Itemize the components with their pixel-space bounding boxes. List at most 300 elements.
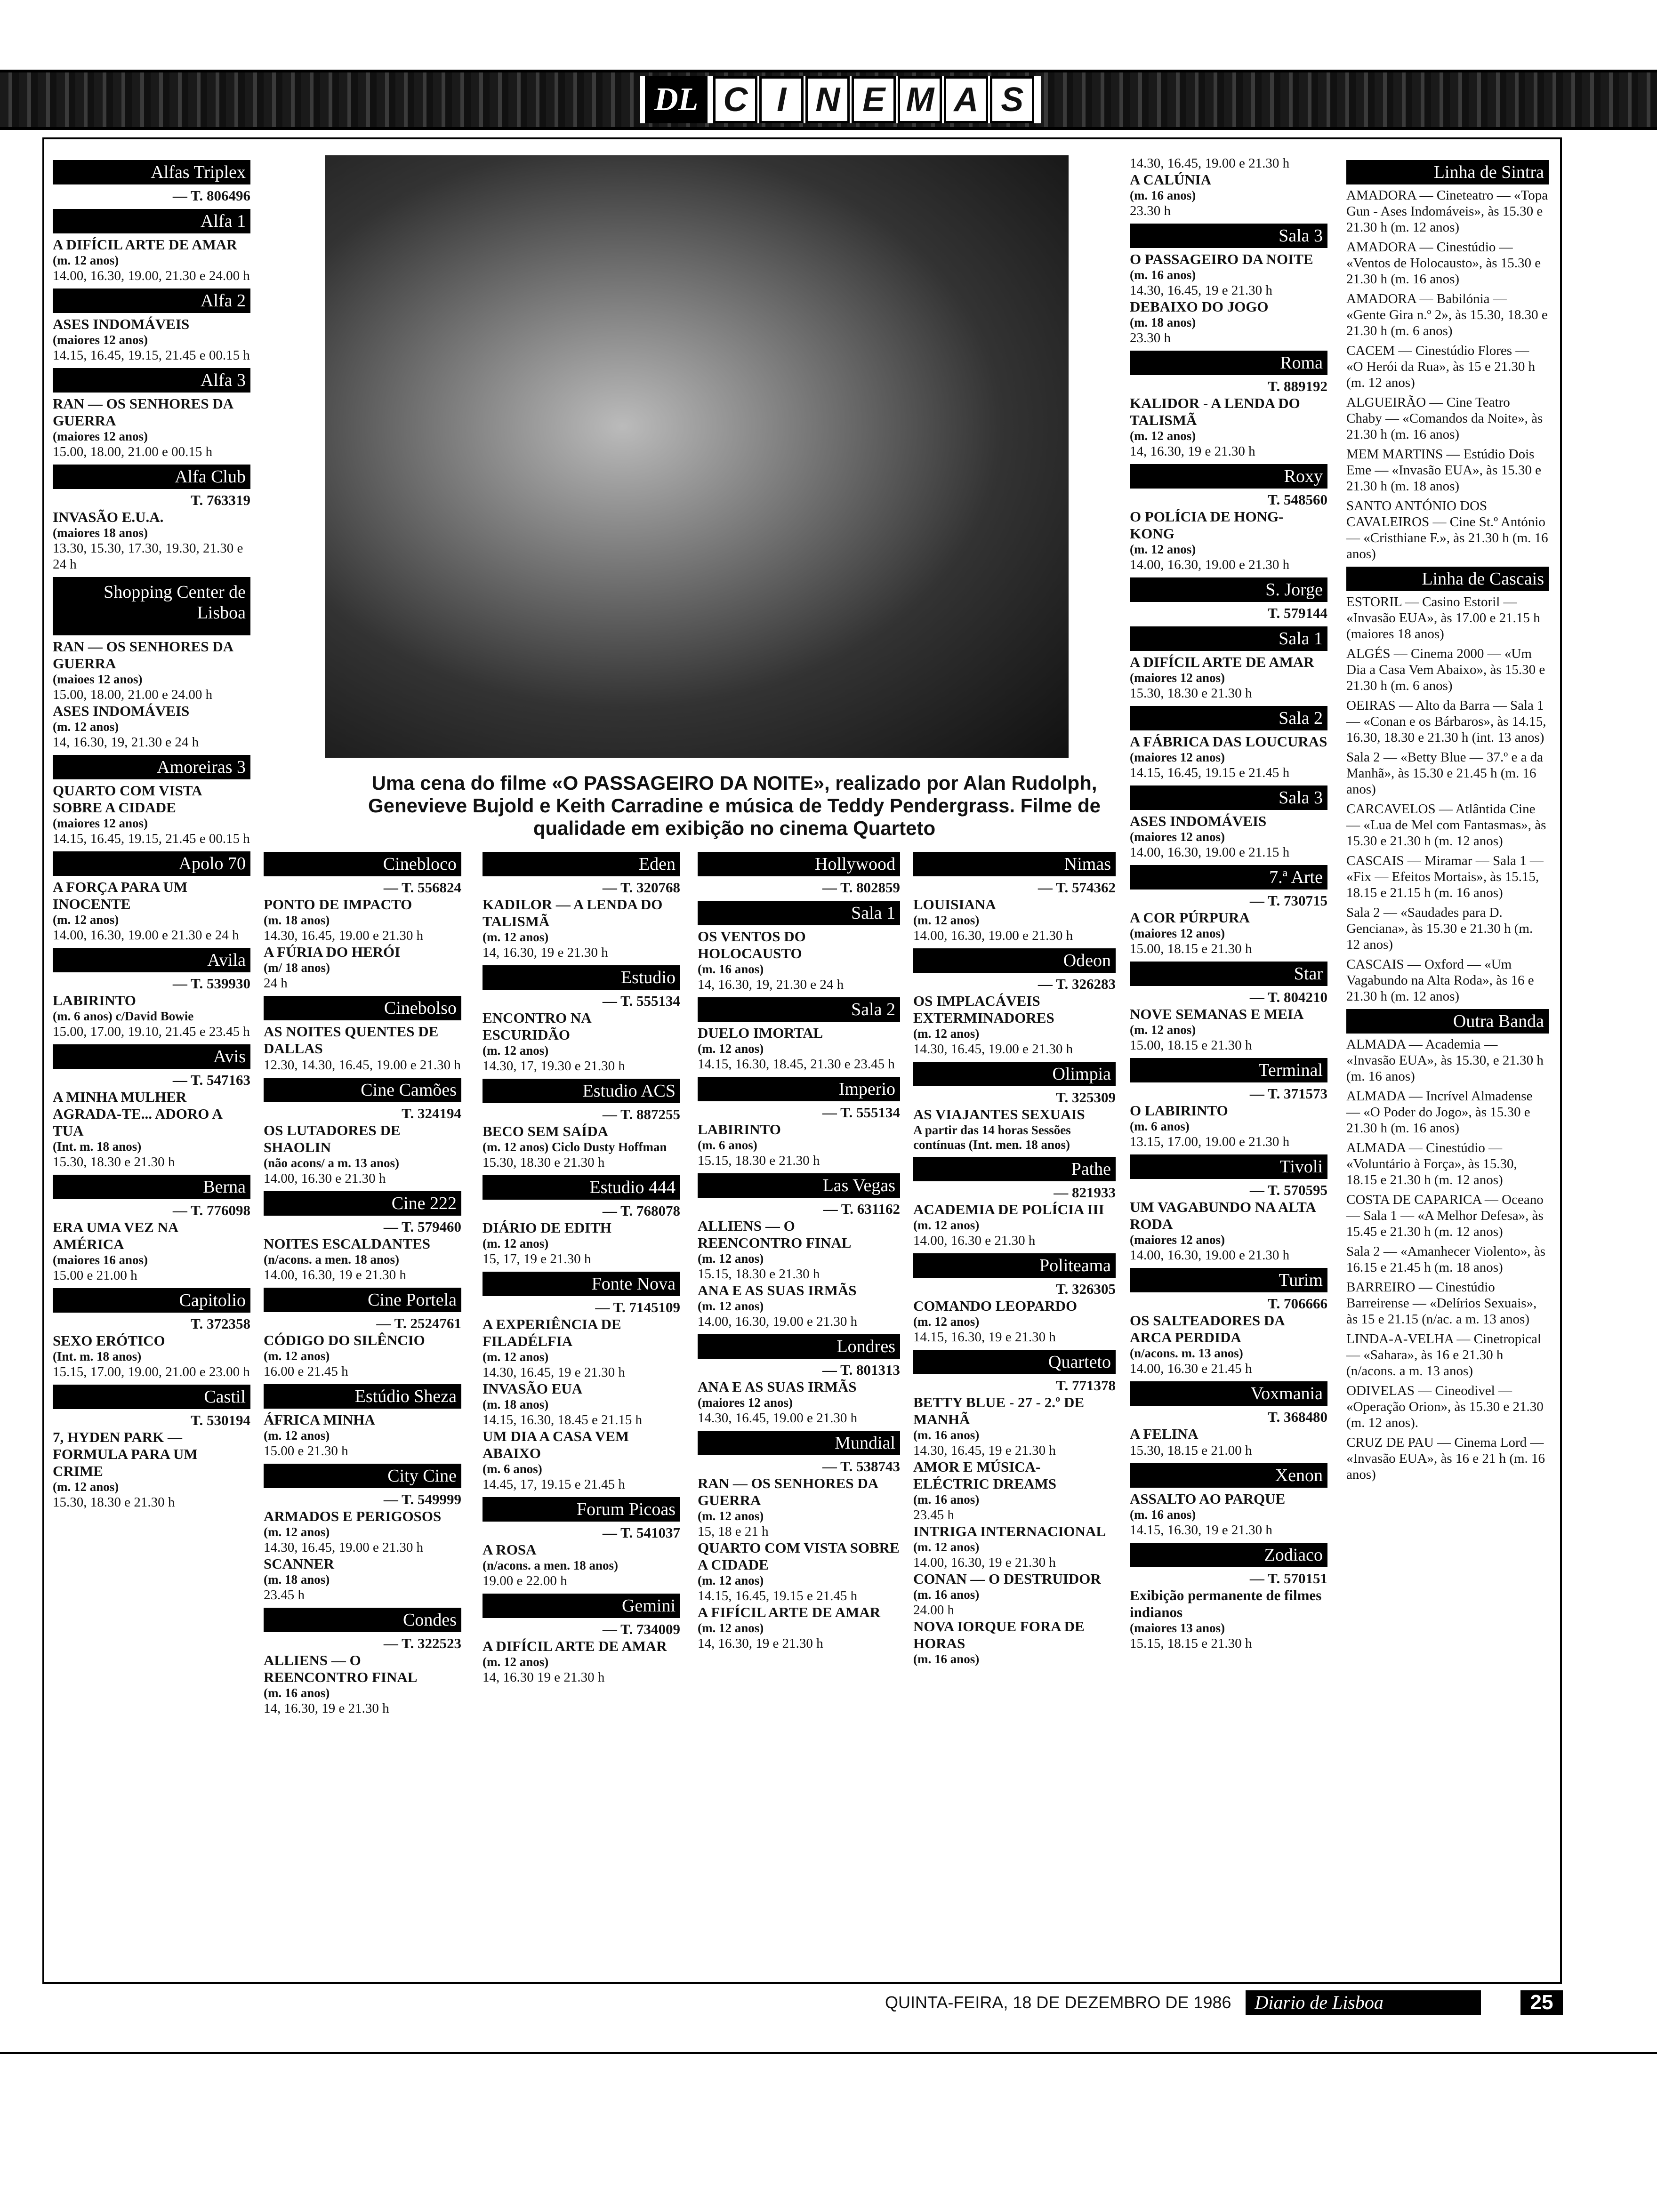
banner-letter: C xyxy=(713,76,757,123)
age-rating: (n/acons. a men. 18 anos) xyxy=(483,1558,619,1572)
cinema-header: 7.ª Arte xyxy=(1130,865,1327,890)
film-title: A FELINA xyxy=(1130,1426,1199,1442)
column-4 xyxy=(698,847,900,1651)
showtimes: 14.30, 16.45, 19.00 e 21.30 h xyxy=(264,1540,424,1555)
cinema-phone: — 821933 xyxy=(1054,1184,1116,1201)
cinema-header: Las Vegas xyxy=(698,1173,900,1198)
showtimes: 15.30, 18.30 e 21.30 h xyxy=(1130,686,1252,701)
regional-listing: Sala 2 — «Betty Blue — 37.º e a da Manhã», às 15.30 e 21.45 h (m. 16 anos) xyxy=(1346,750,1544,797)
showtimes: 14.00, 16.30, 19.00 e 21.30 h xyxy=(1130,557,1290,572)
cinema-header: Terminal xyxy=(1130,1058,1327,1082)
bottom-rule xyxy=(0,2052,1657,2054)
age-rating: (maiores 12 anos) xyxy=(1130,926,1225,940)
regional-listing: ALMADA — Academia — «Invasão EUA», às 15.30, e 21.30 h (m. 16 anos) xyxy=(1346,1037,1544,1084)
cinema-phone: T. 706666 xyxy=(1268,1295,1327,1312)
cinema-phone: — T. 371573 xyxy=(1249,1085,1327,1102)
age-rating: (m. 12 anos) xyxy=(913,913,980,927)
showtimes: 14.15, 16.30, 18.45, 21.30 e 23.45 h xyxy=(698,1057,895,1072)
cinema-header: Estudio ACS xyxy=(483,1079,680,1103)
cinema-header: Estudio xyxy=(483,965,680,990)
showtimes: 14.30, 17, 19.30 e 21.30 h xyxy=(483,1058,625,1074)
cinema-phone: T. 324194 xyxy=(402,1105,461,1122)
showtimes: 14.00, 16.30 e 21.30 h xyxy=(264,1171,386,1186)
film-still-photo xyxy=(325,155,1069,758)
film-title: A DIFÍCIL ARTE DE AMAR xyxy=(53,236,237,253)
cinema-header: Zodiaco xyxy=(1130,1543,1327,1567)
column-1 xyxy=(53,155,250,1510)
film-title: INVASÃO E.U.A. xyxy=(53,509,164,525)
film-title: NOVA IORQUE FORA DE HORAS xyxy=(913,1618,1085,1651)
film-title: ALLIENS — O REENCONTRO FINAL xyxy=(698,1218,852,1251)
page-footer xyxy=(885,1988,1563,2017)
age-rating: (m. 12 anos) xyxy=(913,1314,980,1329)
cinema-header: Estudio 444 xyxy=(483,1175,680,1200)
cinema-phone: — T. 887255 xyxy=(602,1106,680,1122)
cinema-header: Amoreiras 3 xyxy=(53,755,250,779)
showtimes: 14.30, 16.45, 19.00 e 21.30 h xyxy=(264,928,424,943)
regional-listing: ALMADA — Cinestúdio — «Voluntário à Força», às 15.30, 18.15 e 21.30 h (m. 12 anos) xyxy=(1346,1140,1517,1187)
cinema-phone: — T. 574362 xyxy=(1038,879,1116,896)
age-rating: (maiores 16 anos) xyxy=(53,1253,148,1267)
cinema-header: Roxy xyxy=(1130,464,1327,489)
film-title: QUARTO COM VISTA SOBRE A CIDADE xyxy=(698,1539,900,1573)
masthead: Diario de Lisboa xyxy=(1246,1990,1481,2015)
age-rating: (m. 12 anos) xyxy=(264,1525,330,1539)
film-title: RAN — OS SENHORES DA GUERRA xyxy=(53,638,233,672)
cinema-phone: T. 530194 xyxy=(191,1412,250,1428)
showtimes: 14.30, 16.45, 19.00 e 21.30 h xyxy=(913,1042,1073,1057)
age-rating: (m. 12 anos) xyxy=(53,720,119,734)
banner-letter: I xyxy=(759,76,804,123)
cinema-phone: — T. 555134 xyxy=(822,1104,900,1121)
showtimes: 23.45 h xyxy=(913,1507,954,1523)
film-title: A CALÚNIA xyxy=(1130,171,1212,188)
age-rating: (m. 12 anos) xyxy=(483,1043,549,1058)
cinema-header: Tivoli xyxy=(1130,1154,1327,1179)
film-title: AS NOITES QUENTES DE DALLAS xyxy=(264,1023,439,1057)
age-rating: (m. 12 anos) xyxy=(53,1480,119,1494)
showtimes: 15.30, 18.30 e 21.30 h xyxy=(53,1495,175,1510)
age-rating: (m. 6 anos) xyxy=(1130,1119,1190,1133)
film-title: ÁFRICA MINHA xyxy=(264,1411,375,1428)
film-title: A EXPERIÊNCIA DE FILADÉLFIA xyxy=(483,1316,621,1349)
cinema-header: Berna xyxy=(53,1175,250,1199)
showtimes: 14.00, 16.30, 19.00 e 21.30 h xyxy=(1130,1248,1290,1263)
film-title: A FÚRIA DO HERÓI xyxy=(264,944,401,960)
film-title: QUARTO COM VISTA SOBRE A CIDADE xyxy=(53,782,201,816)
film-title: DUELO IMORTAL xyxy=(698,1025,823,1041)
film-title: SCANNER xyxy=(264,1555,334,1572)
film-title: O LABIRINTO xyxy=(1130,1102,1228,1119)
showtimes: 14.00, 16.30, 19 e 21.30 h xyxy=(913,1555,1056,1570)
film-title: ASES INDOMÁVEIS xyxy=(53,703,190,719)
page-number: 25 xyxy=(1520,1990,1563,2015)
film-title: LABIRINTO xyxy=(698,1121,781,1138)
cinema-header: Pathe xyxy=(913,1157,1116,1181)
banner-letter: A xyxy=(944,76,988,123)
cinema-phone: T. 763319 xyxy=(191,492,250,508)
banner-letter: E xyxy=(852,76,896,123)
film-title: A FIFÍCIL ARTE DE AMAR xyxy=(698,1604,881,1620)
film-title: UM DIA A CASA VEM ABAIXO xyxy=(483,1428,629,1461)
cinema-phone: — T. 322523 xyxy=(383,1635,461,1651)
cinema-header: Odeon xyxy=(913,948,1116,973)
film-title: A FORÇA PARA UM INOCENTE xyxy=(53,879,188,912)
region-header: Linha de Sintra xyxy=(1346,160,1549,184)
showtimes: 14.30, 16.45, 19 e 21.30 h xyxy=(913,1443,1056,1458)
age-rating: (m. 12 anos) xyxy=(483,1655,549,1669)
cinema-header: Forum Picoas xyxy=(483,1497,680,1522)
showtimes: 14.45, 17, 19.15 e 21.45 h xyxy=(483,1477,625,1492)
cinema-header: Estúdio Sheza xyxy=(264,1384,461,1409)
showtimes: 14.15, 16.45, 19.15, 21.45 e 00.15 h xyxy=(53,831,250,846)
age-rating: (m. 12 anos) xyxy=(1130,429,1196,443)
age-rating: (m. 6 anos) xyxy=(698,1138,757,1152)
age-rating: (m. 12 anos) xyxy=(483,1350,549,1364)
age-rating: (maiores 12 anos) xyxy=(1130,671,1225,685)
film-title: ASES INDOMÁVEIS xyxy=(53,316,190,332)
film-title: INTRIGA INTERNACIONAL xyxy=(913,1523,1106,1539)
showtimes: 14.00, 16.30, 19.00 e 21.30 h xyxy=(698,1314,858,1329)
cinema-header: Voxmania xyxy=(1130,1381,1327,1406)
cinema-header: S. Jorge xyxy=(1130,577,1327,602)
regional-listing: ESTORIL — Casino Estoril — «Invasão EUA», às 17.00 e 21.15 h (maiores 18 anos) xyxy=(1346,594,1540,641)
age-rating: (Int. m. 18 anos) xyxy=(53,1139,142,1154)
showtimes: 14, 16.30, 19 e 21.30 h xyxy=(264,1701,389,1716)
cinema-header: Turim xyxy=(1130,1268,1327,1292)
showtimes: 14.00, 16.30, 19.00 e 21.15 h xyxy=(1130,845,1290,860)
regional-listing: Sala 2 — «Saudades para D. Genciana», às 15.30 e 21.30 h (m. 12 anos) xyxy=(1346,905,1533,952)
cinema-phone: — T. 631162 xyxy=(823,1201,900,1217)
showtimes: 13.30, 15.30, 17.30, 19.30, 21.30 e 24 h xyxy=(53,541,243,572)
age-rating: (n/acons. m. 13 anos) xyxy=(1130,1346,1243,1360)
cinema-header: Olimpia xyxy=(913,1062,1116,1086)
age-rating: (maiores 12 anos) xyxy=(53,816,148,830)
film-title: BECO SEM SAÍDA xyxy=(483,1123,608,1139)
cinema-header: Roma xyxy=(1130,351,1327,375)
age-rating: (m/ 18 anos) xyxy=(264,961,330,975)
regional-listing: CARCAVELOS — Atlântida Cine — «Lua de Mel com Fantasmas», às 15.30 e 21.30 h (m. 12 anos) xyxy=(1346,801,1546,849)
dl-logo: DL xyxy=(645,76,708,123)
cinema-header: Avila xyxy=(53,948,250,972)
showtimes: 15.15, 18.30 e 21.30 h xyxy=(698,1266,820,1282)
showtimes: 15.00 e 21.00 h xyxy=(53,1268,137,1283)
regional-listing: Sala 2 — «Amanhecer Violento», às 16.15 e 21.45 h (m. 18 anos) xyxy=(1346,1244,1545,1275)
showtimes: 14.30, 16.45, 19.00 e 21.30 h xyxy=(698,1411,858,1426)
column-5 xyxy=(913,847,1116,1667)
issue-date: QUINTA-FEIRA, 18 DE DEZEMBRO DE 1986 xyxy=(885,1993,1231,2012)
cinema-phone: — T. 570595 xyxy=(1249,1182,1327,1198)
film-title: KADILOR — A LENDA DO TALISMÃ xyxy=(483,896,663,930)
age-rating: (m. 12 anos) xyxy=(483,1236,549,1250)
cinema-phone: — T. 570151 xyxy=(1249,1570,1327,1587)
showtimes: 15.15, 17.00, 19.00, 21.00 e 23.00 h xyxy=(53,1364,250,1379)
showtimes: 23.30 h xyxy=(1130,203,1171,218)
showtimes: 14.15, 16.45, 19.15 e 21.45 h xyxy=(698,1588,858,1603)
age-rating: (maioes 12 anos) xyxy=(53,672,143,686)
showtimes: 14.30, 16.45, 19.00 e 21.30 h xyxy=(1130,156,1290,171)
film-title: ASES INDOMÁVEIS xyxy=(1130,813,1267,829)
cinema-header: Castil xyxy=(53,1385,250,1409)
cinema-header: Apolo 70 xyxy=(53,851,250,876)
cinema-header: Alfa 1 xyxy=(53,209,250,233)
cinema-header: Condes xyxy=(264,1608,461,1632)
age-rating: (m. 12 anos) xyxy=(698,1251,764,1266)
film-title: Exibição permanente de filmes indianos xyxy=(1130,1587,1322,1620)
region-header: Outra Banda xyxy=(1346,1009,1549,1034)
showtimes: 15.00 e 21.30 h xyxy=(264,1443,348,1459)
film-title: O PASSAGEIRO DA NOITE xyxy=(1130,251,1313,267)
regional-listing: COSTA DE CAPARICA — Oceano — Sala 1 — «A Melhor Defesa», às 15.45 e 21.30 h (m. 12 anos) xyxy=(1346,1192,1544,1239)
regional-listing: CRUZ DE PAU — Cinema Lord — «Invasão EUA», às 16 e 21 h (m. 16 anos) xyxy=(1346,1435,1545,1482)
regional-listing: OEIRAS — Alto da Barra — Sala 1 — «Conan e os Bárbaros», às 14.15, 16.30, 18.30 e 21.30 h (int. 13 anos) xyxy=(1346,698,1546,745)
cinema-header: Londres xyxy=(698,1334,900,1359)
banner-letter: M xyxy=(898,76,942,123)
cinema-phone: — T. 539930 xyxy=(172,975,250,992)
age-rating: (m. 12 anos) xyxy=(698,1573,764,1587)
cinema-header: Avis xyxy=(53,1044,250,1069)
regional-listing: BARREIRO — Cinestúdio Barreirense — «Delírios Sexuais», às 15 e 21.15 (n/ac. a m. 13 anos) xyxy=(1346,1280,1537,1327)
showtimes: 14, 16.30, 19, 21.30 e 24 h xyxy=(698,977,844,992)
cinema-header: Fonte Nova xyxy=(483,1272,680,1296)
showtimes: 14.00, 16.30, 19 e 21.30 h xyxy=(264,1267,406,1282)
showtimes: 15.30, 18.30 e 21.30 h xyxy=(483,1155,605,1170)
cinema-phone: — T. 547163 xyxy=(172,1072,250,1088)
showtimes: 14.30, 16.45, 19 e 21.30 h xyxy=(483,1365,625,1380)
showtimes: 15, 17, 19 e 21.30 h xyxy=(483,1251,591,1266)
showtimes: 23.30 h xyxy=(1130,330,1171,345)
age-rating: (maiores 12 anos) xyxy=(53,333,148,347)
cinema-header: Xenon xyxy=(1130,1463,1327,1488)
age-rating: (m. 12 anos) xyxy=(53,913,119,927)
showtimes: 15.30, 18.30 e 21.30 h xyxy=(53,1154,175,1170)
film-title: ARMADOS E PERIGOSOS xyxy=(264,1508,442,1524)
showtimes: 13.15, 17.00, 19.00 e 21.30 h xyxy=(1130,1134,1290,1149)
age-rating: (m. 18 anos) xyxy=(264,913,330,927)
cinema-header: Cine Camões xyxy=(264,1078,461,1102)
regional-listing: ALGÉS — Cinema 2000 — «Um Dia a Casa Vem Abaixo», às 15.30 e 21.30 h (m. 6 anos) xyxy=(1346,646,1545,693)
age-rating: (m. 18 anos) xyxy=(1130,315,1196,329)
age-rating: (m. 6 anos) xyxy=(483,1462,542,1476)
banner-box xyxy=(640,76,1041,123)
film-title: UM VAGABUNDO NA ALTA RODA xyxy=(1130,1199,1316,1232)
age-rating: (m. 12 anos) xyxy=(264,1349,330,1363)
cinema-phone: — T. 2524761 xyxy=(376,1315,461,1331)
film-title: NOVE SEMANAS E MEIA xyxy=(1130,1006,1304,1022)
cinema-phone: — T. 326283 xyxy=(1038,976,1116,992)
cinema-phone: T. 325309 xyxy=(1056,1089,1116,1106)
age-rating: (m. 16 anos) xyxy=(698,962,764,976)
film-title: LOUISIANA xyxy=(913,896,996,913)
cinema-header: Cinebolso xyxy=(264,996,461,1020)
cinema-header: Shopping Center de Lisboa xyxy=(53,577,250,635)
regional-listing: ALMADA — Incrível Almadense — «O Poder do Jogo», às 15.30 e 21.30 h (m. 16 anos) xyxy=(1346,1089,1533,1136)
showtimes: 15.15, 18.15 e 21.30 h xyxy=(1130,1636,1252,1651)
film-title: ERA UMA VEZ NA AMÉRICA xyxy=(53,1219,178,1252)
age-rating: (m. 16 anos) xyxy=(913,1652,980,1666)
film-title: ACADEMIA DE POLÍCIA III xyxy=(913,1201,1104,1218)
cinema-phone: — T. 541037 xyxy=(602,1524,680,1541)
film-title: AMOR E MÚSICA-ELÉCTRIC DREAMS xyxy=(913,1459,1057,1492)
cinema-phone: — T. 804210 xyxy=(1249,989,1327,1005)
showtimes: 14, 16.30, 19 e 21.30 h xyxy=(483,945,608,960)
section-title-letters xyxy=(713,76,1036,123)
cinema-header: Alfa 2 xyxy=(53,289,250,313)
film-title: A DIFÍCIL ARTE DE AMAR xyxy=(483,1638,667,1654)
regional-listing: CASCAIS — Oxford — «Um Vagabundo na Alta Roda», às 16 e 21.30 h (m. 12 anos) xyxy=(1346,957,1534,1004)
regional-listing: SANTO ANTÓNIO DOS CAVALEIROS — Cine St.º António — «Cristhiane F.», às 21.30 h (m. 16 anos) xyxy=(1346,498,1548,561)
film-title: ALLIENS — O REENCONTRO FINAL xyxy=(264,1652,418,1685)
cinema-phone: T. 579144 xyxy=(1268,605,1327,621)
film-title: DEBAIXO DO JOGO xyxy=(1130,298,1269,315)
cinema-phone: T. 372358 xyxy=(191,1315,250,1332)
region-header: Linha de Cascais xyxy=(1346,567,1549,591)
age-rating: (m. 12 anos) Ciclo Dusty Hoffman xyxy=(483,1140,667,1154)
age-rating: (m. 12 anos) xyxy=(698,1621,764,1635)
film-title: CÓDIGO DO SILÊNCIO xyxy=(264,1332,425,1348)
cinema-header: Eden xyxy=(483,852,680,876)
cinema-phone: — T. 768078 xyxy=(602,1202,680,1219)
banner-letter: N xyxy=(805,76,850,123)
showtimes: 14.15, 16.45, 19.15, 21.45 e 00.15 h xyxy=(53,348,250,363)
cinema-phone: — T. 801313 xyxy=(822,1362,900,1378)
age-rating: (m. 18 anos) xyxy=(483,1397,549,1411)
film-title: A MINHA MULHER AGRADA-TE... ADORO A TUA xyxy=(53,1089,222,1139)
film-title: SEXO ERÓTICO xyxy=(53,1332,165,1349)
cinema-phone: T. 889192 xyxy=(1268,378,1327,394)
cinema-phone: T. 326305 xyxy=(1056,1281,1116,1297)
film-title: ANA E AS SUAS IRMÃS xyxy=(698,1282,857,1298)
showtimes: 14, 16.30 19 e 21.30 h xyxy=(483,1670,605,1685)
age-rating: (m. 12 anos) xyxy=(698,1042,764,1056)
showtimes: 14.15, 16.45, 19.15 e 21.45 h xyxy=(1130,765,1290,780)
showtimes: 16.00 e 21.45 h xyxy=(264,1364,348,1379)
age-rating: (m. 12 anos) xyxy=(264,1428,330,1443)
age-rating: (maiores 12 anos) xyxy=(1130,1233,1225,1247)
showtimes: 19.00 e 22.00 h xyxy=(483,1573,567,1588)
regional-listing: ALGUEIRÃO — Cine Teatro Chaby — «Comandos da Noite», às 21.30 h (m. 16 anos) xyxy=(1346,395,1543,442)
cinema-header: Hollywood xyxy=(698,852,900,876)
cinema-phone: T. 368480 xyxy=(1268,1409,1327,1425)
age-rating: (m. 16 anos) xyxy=(264,1686,330,1700)
age-rating: (Int. m. 18 anos) xyxy=(53,1349,142,1363)
showtimes: 12.30, 14.30, 16.45, 19.00 e 21.30 h xyxy=(264,1058,461,1073)
age-rating: (m. 16 anos) xyxy=(1130,268,1196,282)
regional-listing: ODIVELAS — Cineodivel — «Operação Orion», às 15.30 e 21.30 (m. 12 anos). xyxy=(1346,1383,1544,1430)
film-title: INVASÃO EUA xyxy=(483,1380,583,1397)
film-title: A DIFÍCIL ARTE DE AMAR xyxy=(1130,654,1314,670)
film-title: OS IMPLACÁVEIS EXTERMINADORES xyxy=(913,993,1054,1026)
cinema-phone: — T. 7145109 xyxy=(595,1299,680,1315)
column-3 xyxy=(483,847,680,1685)
film-title: NOITES ESCALDANTES xyxy=(264,1235,431,1252)
age-rating: (m. 12 anos) xyxy=(698,1299,764,1313)
showtimes: 14.00, 16.30 e 21.45 h xyxy=(1130,1361,1252,1376)
cinema-phone: — T. 776098 xyxy=(172,1202,250,1218)
age-rating: (m. 12 anos) xyxy=(1130,1023,1196,1037)
column-7 xyxy=(1346,155,1549,1486)
film-title: A FÁBRICA DAS LOUCURAS xyxy=(1130,733,1327,750)
age-rating: (m. 12 anos) xyxy=(913,1540,980,1554)
age-rating: (n/acons. a men. 18 anos) xyxy=(264,1252,400,1266)
showtimes: 15.00, 18.00, 21.00 e 00.15 h xyxy=(53,444,213,459)
cinema-header: Star xyxy=(1130,962,1327,986)
cinema-phone: — T. 538743 xyxy=(822,1458,900,1475)
showtimes: 15.15, 18.30 e 21.30 h xyxy=(698,1153,820,1168)
showtimes: 15.00, 18.15 e 21.30 h xyxy=(1130,941,1252,956)
age-rating: A partir das 14 horas Sessões contínuas (Int. men. 18 anos) xyxy=(913,1123,1071,1152)
cinema-header: Capitolio xyxy=(53,1288,250,1313)
age-rating: (maiores 12 anos) xyxy=(53,429,148,443)
cinema-header: Imperio xyxy=(698,1077,900,1101)
film-title: ASSALTO AO PARQUE xyxy=(1130,1491,1286,1507)
age-rating: (m. 16 anos) xyxy=(913,1492,980,1507)
age-rating: (m. 12 anos) xyxy=(698,1509,764,1523)
cinema-header: Alfa 3 xyxy=(53,368,250,393)
film-title: AS VIAJANTES SEXUAIS xyxy=(913,1106,1085,1122)
cinema-header: Sala 3 xyxy=(1130,224,1327,248)
cinema-header: Mundial xyxy=(698,1431,900,1455)
showtimes: 14, 16.30, 19, 21.30 e 24 h xyxy=(53,735,199,750)
regional-listing: AMADORA — Babilónia — «Gente Gira n.º 2», às 15.30, 18.30 e 21.30 h (m. 6 anos) xyxy=(1346,291,1548,338)
showtimes: 14.00, 16.30, 19.00 e 21.30 e 24 h xyxy=(53,928,239,943)
showtimes: 24.00 h xyxy=(913,1603,954,1618)
cinema-header: Sala 2 xyxy=(1130,706,1327,730)
cinema-header: Alfas Triplex xyxy=(53,160,250,184)
regional-listing: AMADORA — Cineteatro — «Topa Gun - Ases Indomáveis», às 15.30 e 21.30 h (m. 12 anos) xyxy=(1346,188,1548,235)
showtimes: 15.00, 18.00, 21.00 e 24.00 h xyxy=(53,687,213,702)
film-title: O POLÍCIA DE HONG-KONG xyxy=(1130,508,1284,542)
age-rating: (m. 12 anos) xyxy=(1130,542,1196,556)
section-banner xyxy=(0,70,1657,130)
age-rating: (não acons/ a m. 13 anos) xyxy=(264,1156,400,1170)
age-rating: (maiores 18 anos) xyxy=(53,526,148,540)
cinema-phone: — T. 730715 xyxy=(1249,892,1327,909)
film-title: OS LUTADORES DE SHAOLIN xyxy=(264,1122,401,1155)
film-title: DIÁRIO DE EDITH xyxy=(483,1219,611,1236)
regional-listing: CACEM — Cinestúdio Flores — «O Herói da Rua», às 15 e 21.30 h (m. 12 anos) xyxy=(1346,343,1536,390)
cinema-header: Sala 3 xyxy=(1130,785,1327,810)
film-title: PONTO DE IMPACTO xyxy=(264,896,412,913)
age-rating: (m. 16 anos) xyxy=(913,1428,980,1442)
age-rating: (m. 12 anos) xyxy=(53,253,119,267)
film-title: 7, HYDEN PARK — FORMULA PARA UM CRIME xyxy=(53,1429,198,1479)
cinema-header: Nimas xyxy=(913,852,1116,876)
age-rating: (m. 16 anos) xyxy=(913,1587,980,1602)
film-title: CONAN — O DESTRUIDOR xyxy=(913,1571,1101,1587)
showtimes: 24 h xyxy=(264,976,288,991)
banner-letter: S xyxy=(990,76,1034,123)
showtimes: 14.15, 16.30, 18.45 e 21.15 h xyxy=(483,1412,643,1427)
regional-listing: MEM MARTINS — Estúdio Dois Eme — «Invasão EUA», às 15.30 e 21.30 h (m. 18 anos) xyxy=(1346,447,1541,494)
age-rating: (maiores 13 anos) xyxy=(1130,1621,1225,1635)
age-rating: (m. 18 anos) xyxy=(264,1572,330,1587)
showtimes: 14, 16.30, 19 e 21.30 h xyxy=(698,1636,823,1651)
cinema-header: Alfa Club xyxy=(53,465,250,489)
cinema-phone: — T. 802859 xyxy=(822,879,900,896)
cinema-header: Sala 2 xyxy=(698,997,900,1022)
showtimes: 15, 18 e 21 h xyxy=(698,1524,769,1539)
cinema-header: Cine 222 xyxy=(264,1191,461,1216)
age-rating: (m. 12 anos) xyxy=(483,930,549,944)
column-2 xyxy=(264,847,461,1716)
age-rating: (m. 6 anos) c/David Bowie xyxy=(53,1009,194,1023)
film-title: COMANDO LEOPARDO xyxy=(913,1298,1078,1314)
cinema-header: City Cine xyxy=(264,1464,461,1488)
showtimes: 15.30, 18.15 e 21.00 h xyxy=(1130,1443,1252,1458)
showtimes: 14.15, 16.30, 19 e 21.30 h xyxy=(913,1330,1056,1345)
cinema-header: Gemini xyxy=(483,1594,680,1618)
